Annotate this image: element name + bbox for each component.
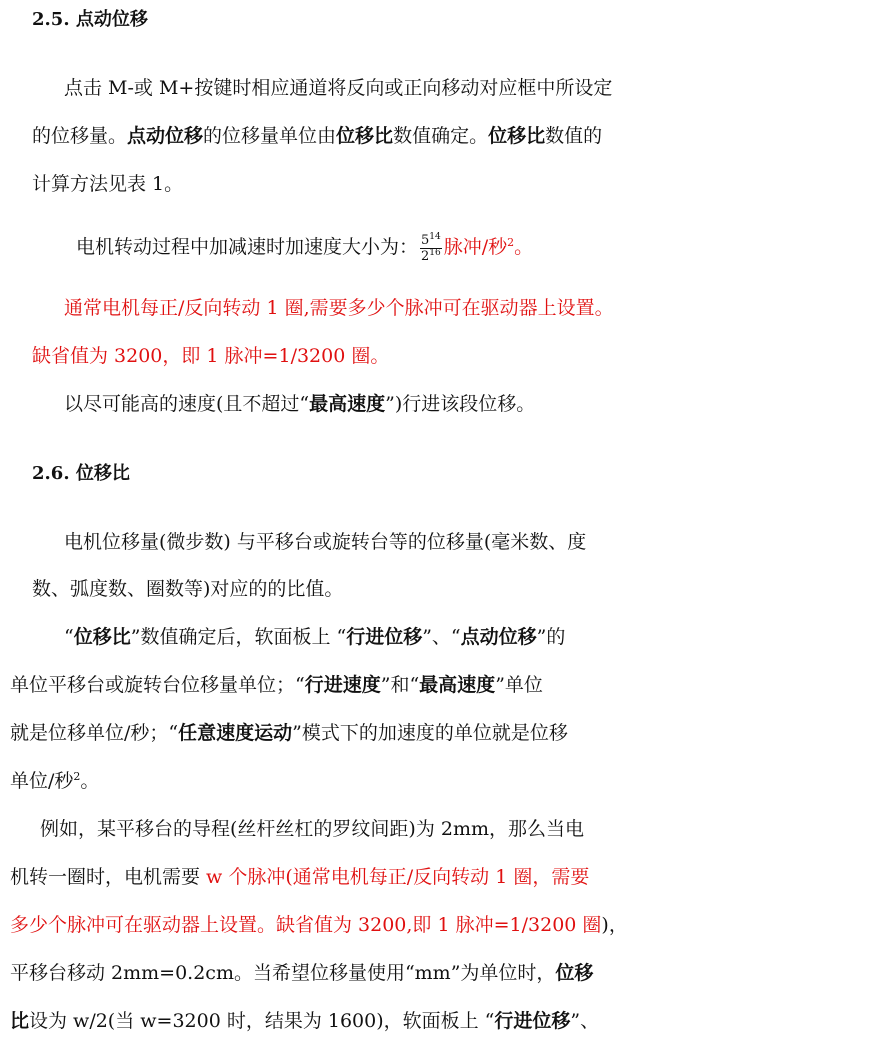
acceleration-formula-line: 电机转动过程中加减速时加速度大小为： $\frac{5^{14}}{2^{16}}$ 脉冲/秒$^2$。: [76, 231, 534, 264]
s26-p2-line1: “位移比”数值确定后，软面板上 “行进位移”、“点动位移”的: [64, 626, 566, 648]
s25-p1-line3: 计算方法见表 1。: [32, 173, 184, 195]
s26-p2-line4: 单位/秒$^2$。: [10, 770, 100, 792]
s26-p3-line3: 多少个脉冲可在驱动器上设置。缺省值为 3200,即 1 脉冲=1/3200 圈)，: [10, 914, 628, 936]
s25-red-line2: 缺省值为 3200，即 1 脉冲=1/3200 圈。: [32, 345, 390, 367]
s26-p2-line2: 单位平移台或旋转台位移量单位；“行进速度”和“最高速度”单位: [10, 674, 543, 696]
s25-red-line1: 通常电机每正/反向转动 1 圈,需要多少个脉冲可在驱动器上设置。: [64, 297, 614, 319]
s26-p3-line5: 比设为 w/2(当 w=3200 时，结果为 1600)，软面板上 “行进位移”、: [10, 1010, 600, 1032]
s26-p1-line1: 电机位移量(微步数) 与平移台或旋转台等的位移量(毫米数、度: [64, 531, 587, 553]
s26-p1-line2: 数、弧度数、圈数等)对应的的比值。: [32, 578, 344, 600]
section-heading-2-6: 2.6. 位移比: [32, 463, 130, 484]
s26-p3-line1: 例如，某平移台的导程(丝杆丝杠的罗纹间距)为 2mm，那么当电: [40, 818, 584, 840]
s25-p1-line1: 点击 M-或 M+按键时相应通道将反向或正向移动对应框中所设定: [64, 77, 613, 99]
s26-p3-line4: 平移台移动 2mm=0.2cm。当希望位移量使用“mm”为单位时，位移: [10, 962, 594, 984]
acceleration-fraction: $\frac{5^{14}}{2^{16}}$: [421, 231, 441, 264]
s26-p3-line2: 机转一圈时，电机需要 w 个脉冲(通常电机每正/反向转动 1 圈，需要: [10, 866, 590, 888]
s25-p4: 以尽可能高的速度(且不超过“最高速度”)行进该段位移。: [64, 393, 536, 415]
s26-p2-line3: 就是位移单位/秒；“任意速度运动”模式下的加速度的单位就是位移: [10, 722, 568, 744]
section-heading-2-5: 2.5. 点动位移: [32, 9, 148, 30]
s25-p1-line2: 的位移量。点动位移的位移量单位由位移比数值确定。位移比数值的: [32, 125, 603, 147]
